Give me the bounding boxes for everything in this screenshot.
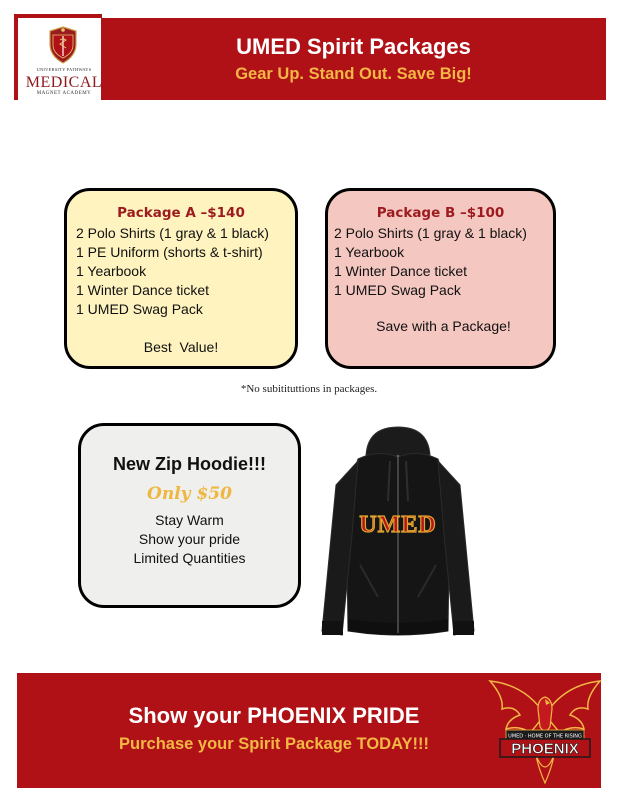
hoodie-line: Show your pride [138,531,241,547]
hoodie-price: Only $50 [147,484,232,504]
page-title: UMED Spirit Packages [236,34,471,59]
hoodie-line: Stay Warm [155,512,224,528]
logo-small-text: UNIVERSITY PATHWAYS [36,67,92,72]
package-a-card [64,188,298,369]
hoodie-title: New Zip Hoodie!!! [113,454,266,474]
page-subtitle: Gear Up. Stand Out. Save Big! [235,65,472,83]
list-item: 1 Winter Dance ticket [334,263,468,279]
hoodie-graphic-text: UMED [359,512,437,538]
phoenix-name: PHOENIX [511,740,579,758]
list-item: 1 PE Uniform (shorts & t-shirt) [76,244,263,260]
list-item: 1 Yearbook [76,263,147,279]
package-a-title: Package A –$140 [117,205,245,221]
package-b-note: Save with a Package! [376,318,511,334]
crest-icon [48,26,78,64]
phoenix-logo [486,675,604,785]
list-item: 1 UMED Swag Pack [334,282,461,298]
hoodie-image [318,425,478,647]
logo-name: MEDICAL [25,74,103,91]
list-item: 1 Winter Dance ticket [76,282,210,298]
package-a-note: Best Value! [143,339,219,355]
hoodie-card [78,423,301,608]
header [0,0,618,103]
list-item: 1 UMED Swag Pack [76,301,203,317]
package-b-card [325,188,556,369]
list-item: 1 Yearbook [334,244,405,260]
package-b-title: Package B –$100 [376,205,505,221]
footer-title: Show your PHOENIX PRIDE [128,703,420,728]
disclaimer: *No subitituttions in packages. [240,383,378,395]
school-logo [26,20,102,100]
hoodie-line: Limited Quantities [133,550,246,566]
phoenix-banner-text: UMED · HOME OF THE RISING [508,733,582,740]
footer-subtitle: Purchase your Spirit Package TODAY!!! [119,735,429,753]
list-item: 2 Polo Shirts (1 gray & 1 black) [334,225,527,241]
list-item: 2 Polo Shirts (1 gray & 1 black) [76,225,269,241]
logo-sub-text: MAGNET ACADEMY [36,91,92,96]
